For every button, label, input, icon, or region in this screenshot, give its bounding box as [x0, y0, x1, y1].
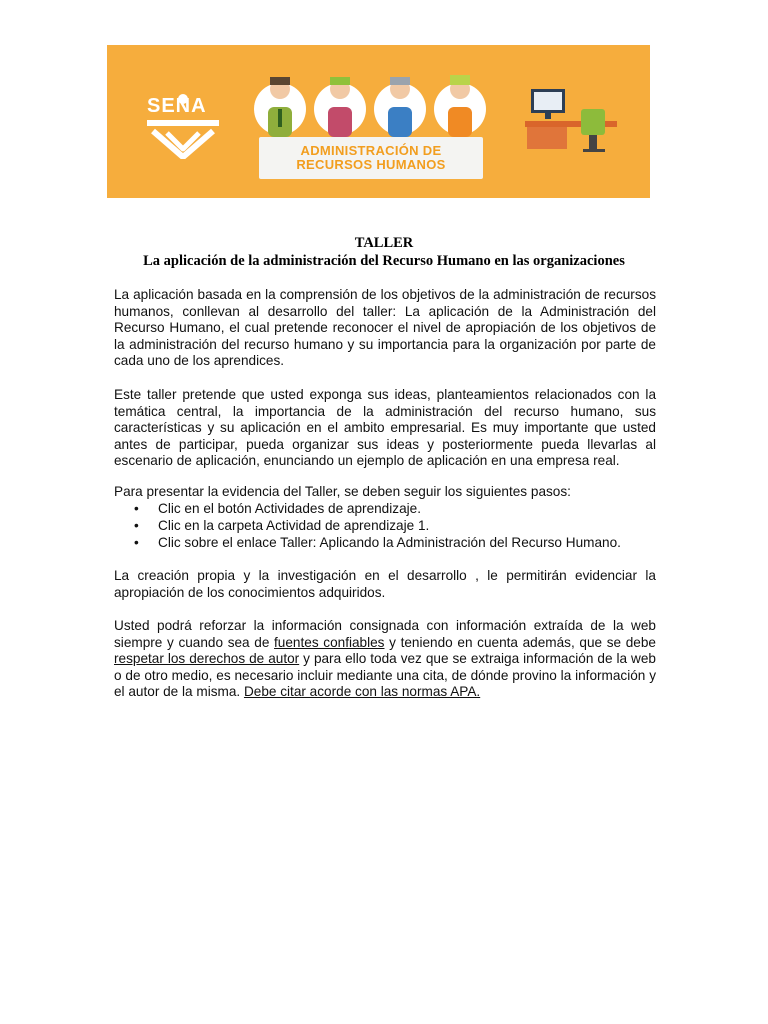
steps-list	[114, 500, 656, 551]
steps-intro-paragraph: Para presentar la evidencia del Taller, se deben seguir los siguientes pasos:	[114, 484, 571, 499]
document-subheading: La aplicación de la administración del Recurso Humano en las organizaciones	[143, 253, 625, 269]
sena-logo-text: SENA	[147, 95, 207, 117]
sources-paragraph: Usted podrá reforzar la información consignada con información extraída de la web siempre y cuando sea de fuentes confiables y teniendo en cuenta además, que se debe respetar los derechos de autor y para ello toda vez que se extraiga información de la web o de otro medio, es necesario incluir mediante una cita, de dónde provino la información y el autor de la misma. Debe citar acorde con las normas APA.	[114, 618, 656, 699]
office-desk-icon	[525, 85, 620, 160]
creation-paragraph: La creación propia y la investigación en el desarrollo , le permitirán evidenciar la apropiación de los conocimientos adquiridos.	[114, 568, 656, 600]
copyright-link[interactable]: respetar los derechos de autor	[114, 651, 300, 666]
workshop-paragraph: Este taller pretende que usted exponga sus ideas, planteamientos relacionados con la temática central, la importancia de la administración del recurso humano, sus características y su aplicación en el ambito empresarial. Es muy importante que usted antes de participar, pueda organizar sus ideas y posteriormente pueda llevarlas al escenario de aplicación, enunciando un ejemplo de aplicación en una empresa real.	[114, 387, 656, 468]
list-item: • Clic en la carpeta Actividad de aprendizaje 1.	[134, 518, 430, 533]
bullet-icon: •	[134, 501, 139, 516]
banner-title-line2: RECURSOS HUMANOS	[296, 157, 446, 172]
people-illustration-icon	[252, 59, 492, 149]
header-banner	[107, 45, 650, 198]
bullet-icon: •	[134, 535, 139, 550]
list-item: • Clic sobre el enlace Taller: Aplicando la Administración del Recurso Humano.	[134, 535, 621, 550]
apa-norms-link[interactable]: Debe citar acorde con las normas APA.	[243, 684, 481, 699]
intro-paragraph: La aplicación basada en la comprensión de los objetivos de la administración de recursos humanos, conllevan al desarrollo del taller: La aplicación de la Administración del Recurso Humano, el cual pretende reconocer el nivel de apropiación de los objetivos de la administración del recurso humano y su importancia para la organización por parte de cada uno de los aprendices.	[114, 287, 656, 368]
banner-title-panel	[259, 137, 483, 179]
document-heading: TALLER	[354, 235, 414, 251]
banner-title-line1: ADMINISTRACIÓN DE	[300, 143, 442, 158]
reliable-sources-link[interactable]: fuentes confiables	[274, 634, 385, 650]
bullet-icon: •	[134, 518, 139, 533]
list-item: • Clic en el botón Actividades de aprendizaje.	[134, 501, 421, 516]
